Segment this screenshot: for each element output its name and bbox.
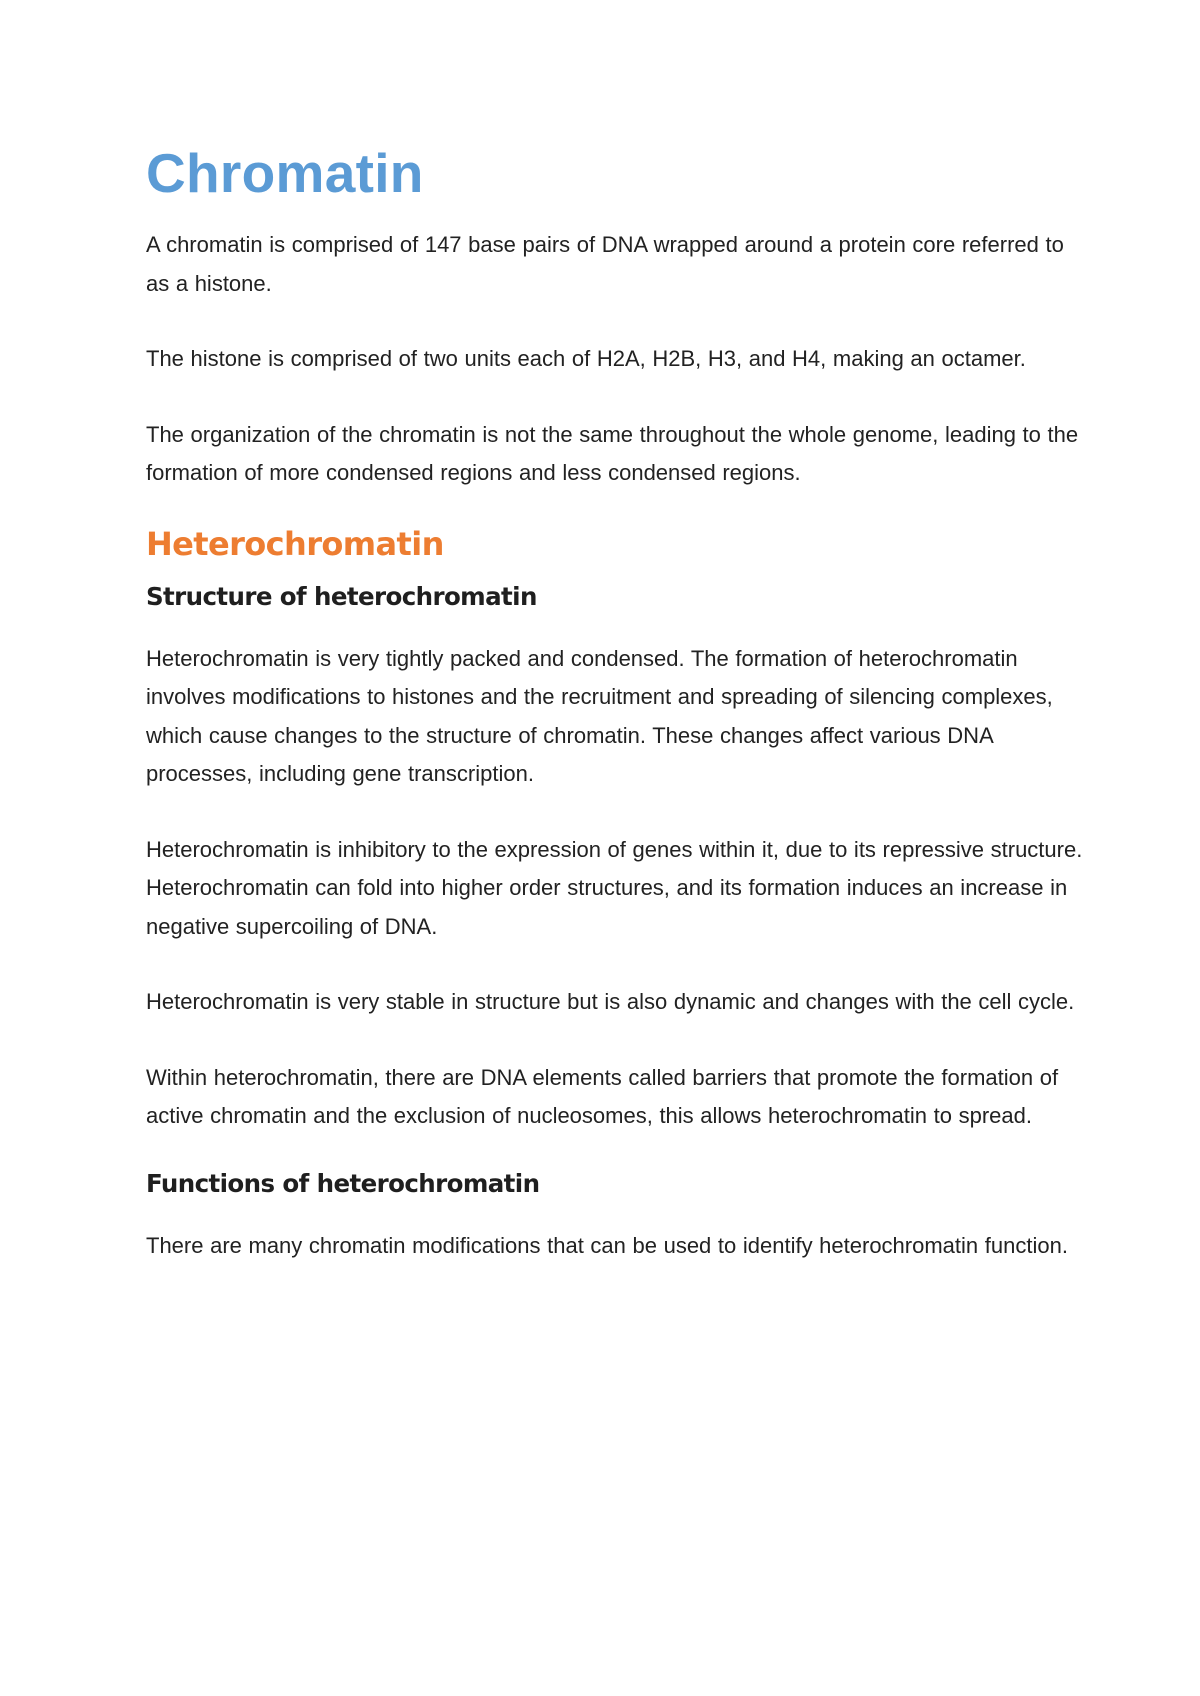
page-title: Chromatin — [146, 142, 424, 204]
structure-paragraph: Heterochromatin is very tightly packed and condensed. The formation of heterochromatin involves modifications to histones and the recruitment and spreading of silencing complexes, which cause changes to the structure of chromatin. These changes affect various DNA processes, including gene transcription. — [146, 645, 1053, 786]
document-body — [146, 140, 1086, 1302]
subsection-heading-functions: Functions of heterochromatin — [146, 1168, 540, 1198]
section-heading-heterochromatin: Heterochromatin — [146, 524, 444, 563]
structure-paragraph: Within heterochromatin, there are DNA elements called barriers that promote the formation of active chromatin and the exclusion of nucleosomes, this allows heterochromatin to spread. — [146, 1064, 1059, 1128]
intro-paragraph: A chromatin is comprised of 147 base pairs of DNA wrapped around a protein core referred to as a histone. — [146, 232, 1064, 296]
intro-paragraph: The histone is comprised of two units each of H2A, H2B, H3, and H4, making an octamer. — [146, 346, 1026, 371]
structure-paragraph: Heterochromatin is very stable in structure but is also dynamic and changes with the cell cycle. — [146, 989, 1075, 1014]
structure-paragraph: Heterochromatin is inhibitory to the expression of genes within it, due to its repressive structure. Heterochromatin can fold into higher order structures, and its formation induces an increase in negative supercoiling of DNA. — [146, 836, 1083, 939]
functions-paragraph: There are many chromatin modifications that can be used to identify heterochromatin function. — [146, 1232, 1068, 1258]
subsection-heading-structure: Structure of heterochromatin — [146, 581, 537, 611]
intro-paragraph: The organization of the chromatin is not the same throughout the whole genome, leading to the formation of more condensed regions and less condensed regions. — [146, 421, 1079, 485]
